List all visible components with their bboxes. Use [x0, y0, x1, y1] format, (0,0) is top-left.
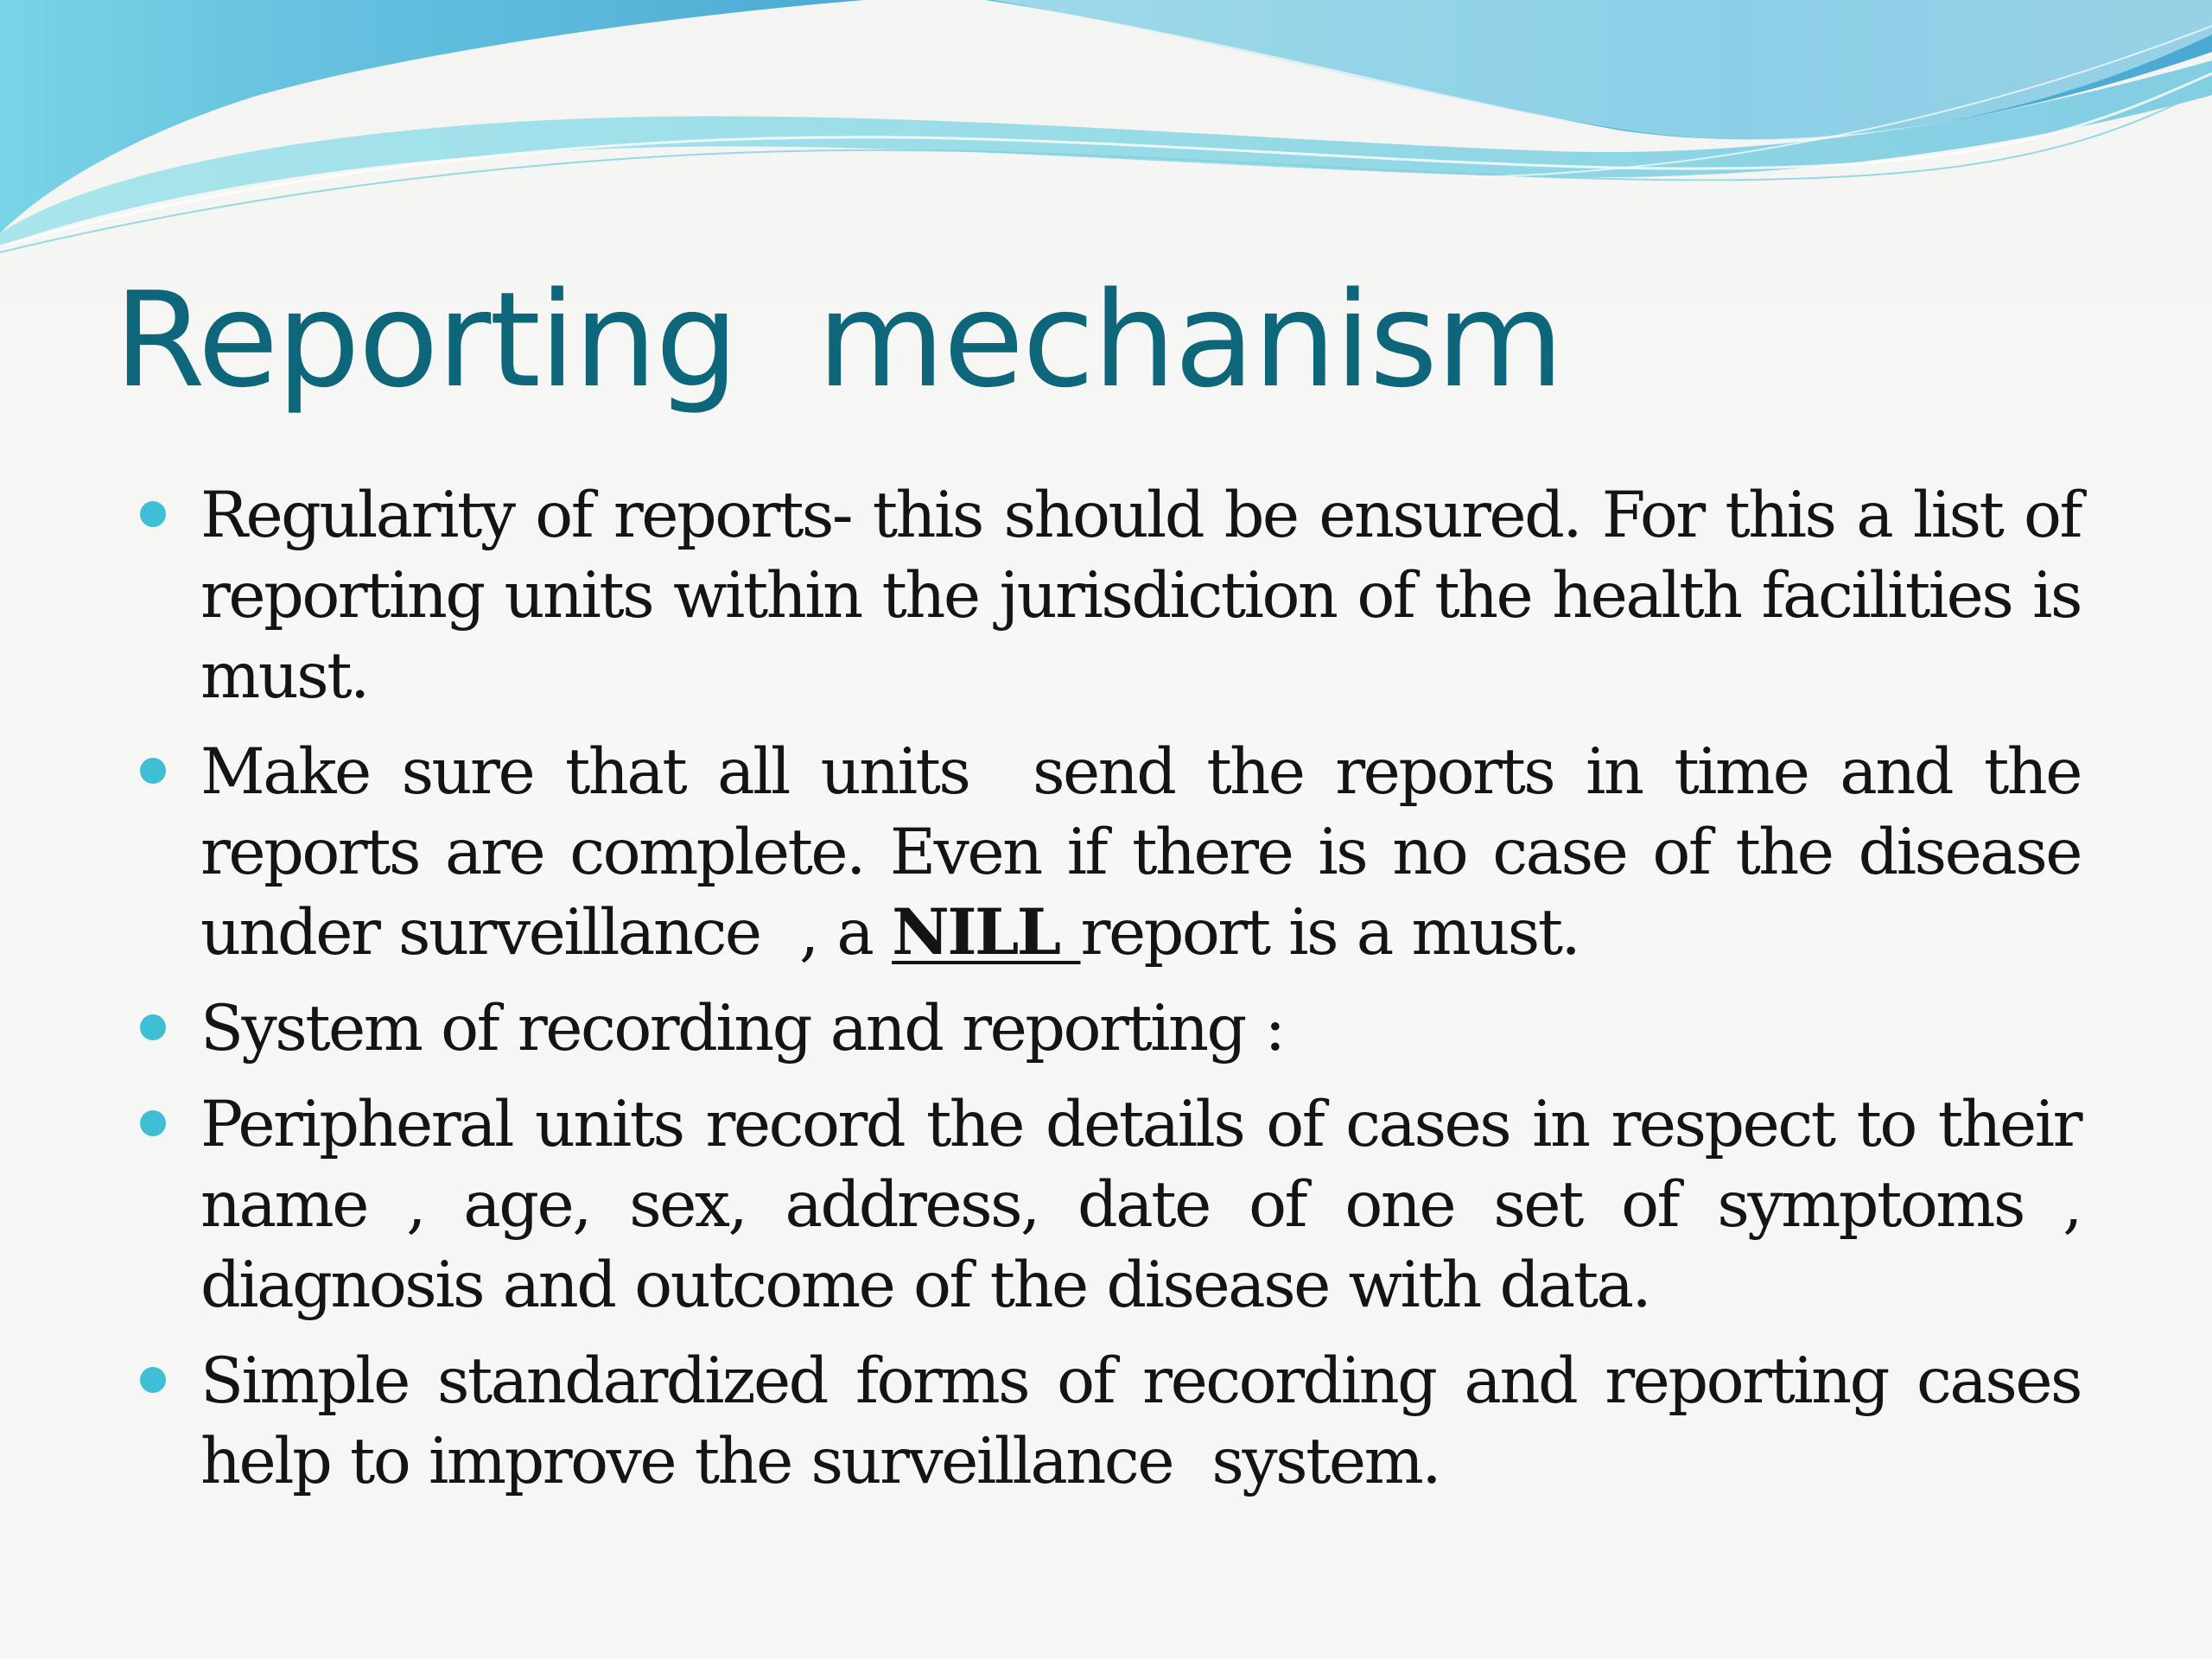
slide-title: Reporting mechanism — [114, 264, 1563, 416]
bullet-item — [138, 988, 2081, 1069]
bullet-item — [138, 1341, 2101, 1502]
bullet-text: Regularity of reports- this should be ensured. For this a list of reporting units within the jurisdiction of the health facilities is must. — [200, 479, 2081, 713]
bullet-icon — [140, 501, 166, 527]
bullet-icon — [140, 1014, 166, 1040]
bullet-text-continued: report is a must. — [1080, 896, 1580, 969]
bullet-icon — [140, 1367, 166, 1393]
bullet-item — [138, 475, 2081, 716]
bullet-item — [138, 1084, 2081, 1325]
bullet-icon — [140, 1110, 166, 1136]
bullet-text: Make sure that all units send the reports in time and the reports are complete. Even if there is no case of the disease under surveillance , a — [200, 735, 2101, 969]
header-wave-decoration — [0, 0, 2212, 276]
bullet-icon — [140, 758, 166, 784]
bullet-text: Simple standardized forms of recording and reporting cases help to improve the surveillance system. — [200, 1344, 2101, 1498]
bullet-text: Peripheral units record the details of cases in respect to their name , age, sex, address, date of one set of symptoms , diagnosis and outcome of the disease with data. — [200, 1088, 2081, 1322]
bullet-item — [138, 732, 2101, 973]
nill-emphasis: NILL — [892, 895, 1081, 969]
bullet-list — [138, 475, 2101, 1517]
bullet-text: System of recording and reporting : — [200, 992, 1284, 1065]
